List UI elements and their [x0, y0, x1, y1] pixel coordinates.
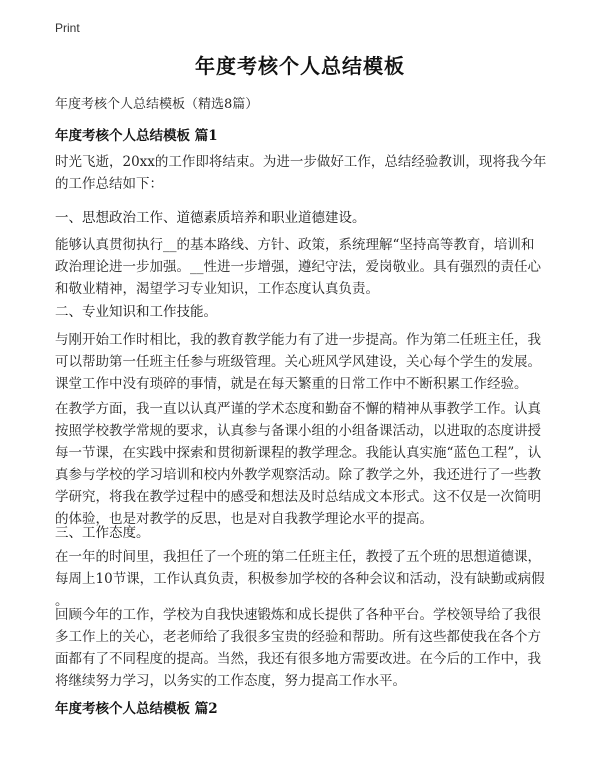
- text-line: 在教学方面，我一直以认真严谨的学术态度和勤奋不懈的精神从事教学工作。认真: [55, 401, 541, 417]
- text-line: 将继续努力学习，以务实的工作态度，努力提高工作水平。: [55, 673, 406, 689]
- section-heading-2: 年度考核个人总结模板 篇2: [55, 701, 218, 717]
- text-line: 每周上10节课，工作认真负责，积极参加学校的各种会议和活动，没有缺勤或病假: [55, 571, 545, 587]
- section-heading-1: 年度考核个人总结模板 篇1: [55, 128, 218, 144]
- print-link[interactable]: Print: [55, 21, 80, 35]
- text-line: 的体验，也是对教学的反思，也是对自我教学理论水平的提高。: [55, 511, 433, 527]
- paragraph-intro: [55, 151, 555, 195]
- paragraph-review: [55, 604, 555, 692]
- paragraph-skills: [55, 329, 555, 395]
- subheading-politics: 一、思想政治工作、道德素质培养和职业道德建设。: [55, 210, 366, 226]
- document-title: 年度考核个人总结模板: [195, 54, 405, 78]
- paragraph-politics: [55, 234, 555, 300]
- text-line: 和敬业精神，渴望学习专业知识，工作态度认真负责。: [55, 281, 379, 297]
- text-line: 政治理论进一步加强。__性进一步增强，遵纪守法，爱岗敬业。具有强烈的责任心: [55, 259, 541, 275]
- paragraph-attitude: [55, 546, 555, 612]
- text-line: 的工作总结如下：: [55, 176, 163, 192]
- text-line: 回顾今年的工作，学校为自我快速锻炼和成长提供了各种平台。学校领导给了我很: [55, 607, 541, 623]
- subheading-skills: 二、专业知识和工作技能。: [55, 304, 217, 320]
- text-line: 面都有了不同程度的提高。当然，我还有很多地方需要改进。在今后的工作中，我: [55, 651, 541, 667]
- text-line: 在一年的时间里，我担任了一个班的第二任班主任，教授了五个班的思想道德课，: [55, 549, 541, 565]
- text-line: 真参与学校的学习培训和校内外教学观察活动。除了教学之外，我还进行了一些教: [55, 467, 541, 483]
- text-line: 可以帮助第一任班主任参与班级管理。关心班风学风建设，关心每个学生的发展。: [55, 354, 541, 370]
- text-line: 。: [55, 593, 69, 609]
- text-line: 学研究，将我在教学过程中的感受和想法及时总结成文本形式。这不仅是一次简明: [55, 489, 541, 505]
- text-line: 每一节课，在实践中探索和贯彻新课程的教学理念。我能认真实施“蓝色工程”，认: [55, 445, 542, 461]
- text-line: 按照学校教学常规的要求，认真参与备课小组的小组备课活动，以进取的态度讲授: [55, 423, 541, 439]
- subheading-attitude: 三、工作态度。: [55, 525, 150, 541]
- document-subtitle: 年度考核个人总结模板（精选8篇）: [55, 97, 259, 112]
- text-line: 时光飞逝，20xx的工作即将结束。为进一步做好工作，总结经验教训，现将我今年: [55, 154, 547, 170]
- paragraph-teaching: [55, 398, 555, 530]
- text-line: 多工作上的关心，老老师给了我很多宝贵的经验和帮助。所有这些都使我在各个方: [55, 629, 541, 645]
- text-line: 与刚开始工作时相比，我的教育教学能力有了进一步提高。作为第二任班主任，我: [55, 332, 541, 348]
- text-line: 课堂工作中没有琐碎的事情，就是在每天繁重的日常工作中不断积累工作经验。: [55, 376, 528, 392]
- text-line: 能够认真贯彻执行__的基本路线、方针、政策，系统理解“坚持高等教育，培训和: [55, 237, 535, 253]
